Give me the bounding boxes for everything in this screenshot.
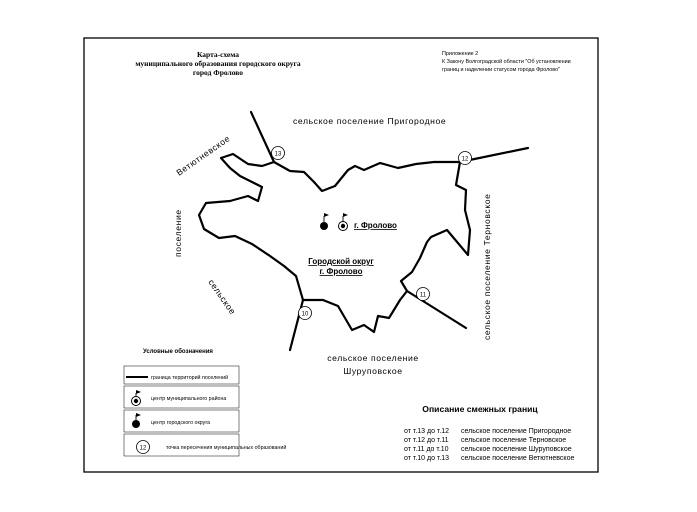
- point-11-label: 11: [419, 292, 427, 299]
- border-row-2-range: от т.12 до т.11: [404, 437, 449, 444]
- point-11: [417, 288, 430, 301]
- border-row-4-name: сельское поселение Ветютневское: [461, 455, 575, 462]
- label-vetyutnevskoe: Ветютневское: [174, 133, 232, 178]
- label-shurupovskoe-2: Шуруповское: [343, 366, 403, 376]
- point-13: [272, 147, 285, 160]
- appendix-line-1: Приложение 2: [442, 51, 479, 57]
- label-poselenie-west: поселение: [173, 209, 183, 257]
- label-selskoe-west: сельское: [206, 277, 238, 317]
- okrug-label-line-2: г. Фролово: [319, 267, 363, 276]
- point-10-label: 10: [301, 311, 309, 318]
- border-row-1-name: сельское поселение Пригородное: [461, 428, 572, 435]
- point-12-label: 12: [461, 156, 469, 163]
- okrug-label-line-1: Городской округ: [308, 257, 374, 266]
- border-row-1-range: от т.13 до т.12: [404, 428, 450, 435]
- border-row-2-name: сельское поселение Терновское: [461, 437, 567, 444]
- appendix-line-2: К Закону Волгоградской области "Об установлении: [442, 59, 571, 65]
- label-ternovskoe: сельское поселение Терновское: [482, 193, 492, 340]
- appendix-line-3: границ и наделении статусом города Фролово": [442, 67, 560, 73]
- map-title-line-2: муниципального образования городского округа: [135, 59, 301, 68]
- point-10: [299, 307, 312, 320]
- label-prigorodnoe: сельское поселение Пригородное: [293, 116, 447, 126]
- border-row-3-name: сельское поселение Шуруповское: [461, 446, 572, 453]
- label-shurupovskoe-1: сельское поселение: [327, 353, 419, 363]
- point-12: [459, 152, 472, 165]
- legend-point-sample: 12: [139, 445, 147, 452]
- legend-title: Условные обозначения: [143, 349, 213, 355]
- map-title-line-1: Карта-схема: [196, 50, 240, 59]
- legend-okrug-center-text: центр городского округа: [151, 420, 211, 426]
- borders-title: Описание смежных границ: [422, 404, 538, 414]
- point-13-label: 13: [274, 151, 282, 158]
- map-title-line-3: город Фролово: [192, 68, 244, 77]
- legend-district-center-text: центр муниципального района: [151, 396, 227, 402]
- border-row-4-range: от т.10 до т.13: [404, 455, 450, 462]
- legend-point-text: точка пересечения муниципальных образований: [166, 445, 287, 451]
- legend-boundary-text: граница территорий поселений: [151, 375, 229, 381]
- border-row-3-range: от т.11 до т.10: [404, 446, 449, 453]
- city-center-label: г. Фролово: [354, 221, 397, 230]
